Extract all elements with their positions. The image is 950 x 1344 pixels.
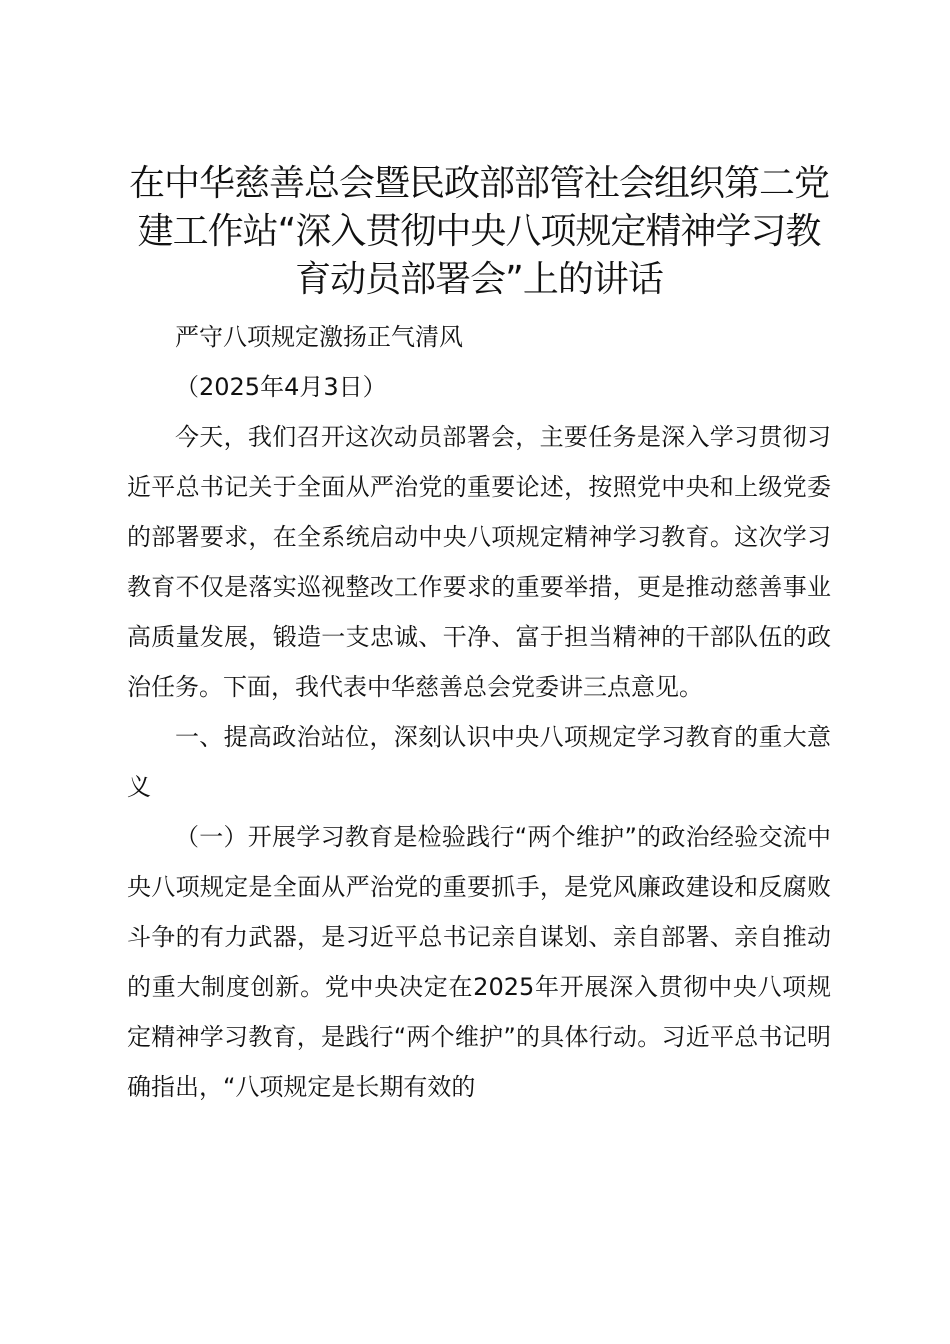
speech-date: （2025年4月3日） xyxy=(175,373,387,401)
title-line: 建工作站“深入贯彻中央八项规定精神学习教 xyxy=(137,211,821,252)
body-paragraph-intro: 今天，我们召开这次动员部署会，主要任务是深入学习贯彻习近平总书记关于全面从严治党的重要论述，按照党中央和上级党委的部署要求，在全系统启动中央八项规定精神学习教育。这次学习教育不仅是落实巡视整改工作要求的重要举措，更是推动慈善事业高质量发展，锻造一支忠诚、干净、富于担当精神的干部队伍的政治任务。下面，我代表中华慈善总会党委讲三点意见。 xyxy=(127,423,831,701)
speech-subtitle: 严守八项规定激扬正气清风 xyxy=(175,323,463,351)
body-paragraph-1-1: （一）开展学习教育是检验践行“两个维护”的政治经验交流中央八项规定是全面从严治党的重要抓手，是党风廉政建设和反腐败斗争的有力武器，是习近平总书记亲自谋划、亲自部署、亲自推动的重大制度创新。党中央决定在2025年开展深入贯彻中央八项规定精神学习教育，是践行“两个维护”的具体行动。习近平总书记明确指出，“八项规定是长期有效的 xyxy=(127,823,831,1101)
title-line: 育动员部署会”上的讲话 xyxy=(295,259,663,300)
title-line: 在中华慈善总会暨民政部部管社会组织第二党 xyxy=(128,163,829,204)
document-title xyxy=(127,160,831,304)
document-body xyxy=(127,312,831,1112)
document-content xyxy=(127,160,831,1112)
section-heading-1: 一、提高政治站位，深刻认识中央八项规定学习教育的重大意义 xyxy=(127,723,831,801)
